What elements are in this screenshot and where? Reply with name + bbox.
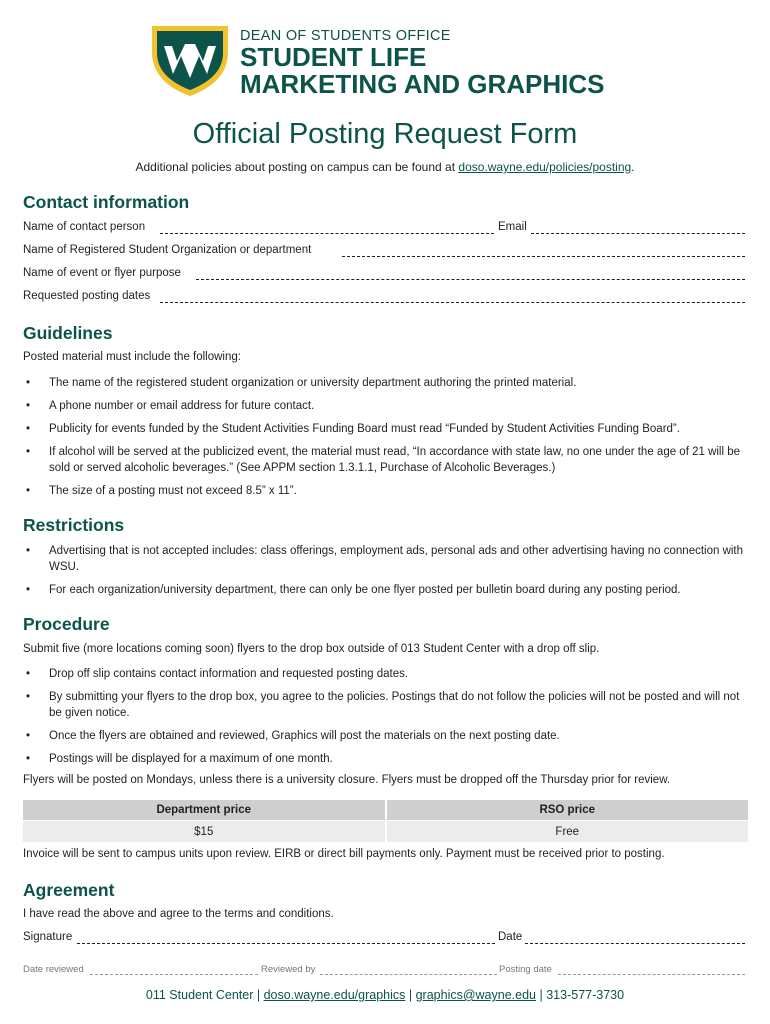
footer-url-link[interactable]: doso.wayne.edu/graphics — [263, 988, 406, 1002]
bullet: • — [26, 485, 31, 497]
price-table-row — [23, 821, 748, 842]
footer — [0, 988, 770, 1002]
policies-link[interactable]: doso.wayne.edu/policies/posting — [458, 160, 632, 174]
footer-phone: 313-577-3730 — [546, 988, 625, 1002]
guidelines-intro: Posted material must include the following: — [23, 351, 241, 363]
price-table-header — [23, 800, 748, 820]
contact-person-field[interactable] — [160, 233, 494, 234]
agreement-heading: Agreement — [23, 880, 115, 900]
org-label: Name of Registered Student Organization or department — [23, 244, 312, 256]
date-label: Date — [498, 931, 523, 943]
restrictions-heading: Restrictions — [23, 515, 125, 535]
reviewed-by-field[interactable] — [320, 974, 497, 975]
list-item-text: Drop off slip contains contact information and requested posting dates. — [49, 668, 409, 680]
list-item-text: If alcohol will be served at the publicized event, the material must read, “In accordance with state law, no one under the age of 21 will be sold or served alcoholic beverages.” (See APPM section 1.3.1.1, Purchase of Alcoholic Beverages.) — [49, 446, 741, 474]
list-item-text: Publicity for events funded by the Student Activities Funding Board must read “Funded by Student Activities Funding Board”. — [49, 423, 680, 435]
page-title: Official Posting Request Form — [192, 118, 578, 150]
contact-heading: Contact information — [23, 192, 190, 212]
bullet: • — [26, 668, 31, 680]
agreement-text: I have read the above and agree to the terms and conditions. — [23, 908, 334, 920]
date-reviewed-field[interactable] — [90, 974, 258, 975]
email-field[interactable] — [531, 233, 745, 234]
list-item-text: A phone number or email address for future contact. — [49, 400, 315, 412]
bullet: • — [26, 545, 31, 557]
subtitle-end: . — [631, 160, 635, 174]
footer-separator: | — [256, 988, 261, 1002]
bullet: • — [26, 400, 31, 412]
brand-line-1: DEAN OF STUDENTS OFFICE — [240, 28, 451, 44]
footer-address: 011 Student Center — [145, 988, 254, 1002]
header — [148, 22, 628, 100]
brand-line-2: STUDENT LIFE — [240, 42, 427, 72]
procedure-note: Flyers will be posted on Mondays, unless there is a university closure. Flyers must be dropped off the Thursday prior for review. — [23, 774, 671, 786]
price-table — [23, 800, 748, 842]
procedure-heading: Procedure — [23, 614, 110, 634]
date-field[interactable] — [525, 943, 745, 944]
list-item-text: By submitting your flyers to the drop box, you agree to the policies. Postings that do not follow the policies will not be posted and will not be given notice. — [49, 691, 740, 719]
contact-person-label: Name of contact person — [23, 221, 146, 233]
reviewed-by-label: Reviewed by — [261, 964, 316, 975]
bullet: • — [26, 730, 31, 742]
signature-field[interactable] — [77, 943, 495, 944]
rso-price-value: Free — [555, 825, 580, 838]
bullet: • — [26, 377, 31, 389]
list-item-text: Postings will be displayed for a maximum of one month. — [49, 753, 333, 765]
brand-text — [240, 28, 604, 98]
wsu-shield-logo — [148, 22, 232, 98]
list-item-text: Advertising that is not accepted includes: class offerings, employment ads, personal ads and other advertising having no connection with WSU. — [49, 545, 744, 573]
posting-date-label: Posting date — [499, 964, 552, 975]
list-item-text: For each organization/university department, there can only be one flyer posted per bulletin board during any posting period. — [49, 584, 681, 596]
bullet: • — [26, 423, 31, 435]
dept-price-value: $15 — [194, 825, 214, 838]
brand-line-3: MARKETING AND GRAPHICS — [240, 69, 605, 99]
event-field[interactable] — [196, 279, 745, 280]
bullet: • — [26, 691, 31, 703]
procedure-intro: Submit five (more locations coming soon) flyers to the drop box outside of 013 Student Center with a drop off slip. — [23, 643, 600, 655]
bullet: • — [26, 753, 31, 765]
date-reviewed-label: Date reviewed — [23, 964, 84, 975]
subtitle — [0, 160, 770, 174]
footer-email-link[interactable]: graphics@wayne.edu — [415, 988, 536, 1002]
signature-label: Signature — [23, 931, 73, 943]
email-label: Email — [498, 221, 527, 233]
footer-separator: | — [408, 988, 413, 1002]
invoice-note: Invoice will be sent to campus units upon review. EIRB or direct bill payments only. Payment must be received prior to posting. — [23, 848, 665, 860]
dates-field[interactable] — [160, 302, 745, 303]
subtitle-text: Additional policies about posting on campus can be found at — [135, 160, 456, 174]
list-item-text: The size of a posting must not exceed 8.5” x 11”. — [49, 485, 297, 497]
event-label: Name of event or flyer purpose — [23, 267, 181, 279]
list-item-text: The name of the registered student organization or university department authoring the printed material. — [49, 377, 577, 389]
list-item-text: Once the flyers are obtained and reviewed, Graphics will post the materials on the next posting date. — [49, 730, 560, 742]
dates-label: Requested posting dates — [23, 290, 151, 302]
rso-price-header: RSO price — [539, 804, 596, 816]
bullet: • — [26, 584, 31, 596]
bullet: • — [26, 446, 31, 458]
footer-separator: | — [539, 988, 543, 1002]
dept-price-header: Department price — [156, 804, 252, 816]
org-field[interactable] — [342, 256, 745, 257]
posting-date-field[interactable] — [558, 974, 745, 975]
guidelines-heading: Guidelines — [23, 323, 113, 343]
